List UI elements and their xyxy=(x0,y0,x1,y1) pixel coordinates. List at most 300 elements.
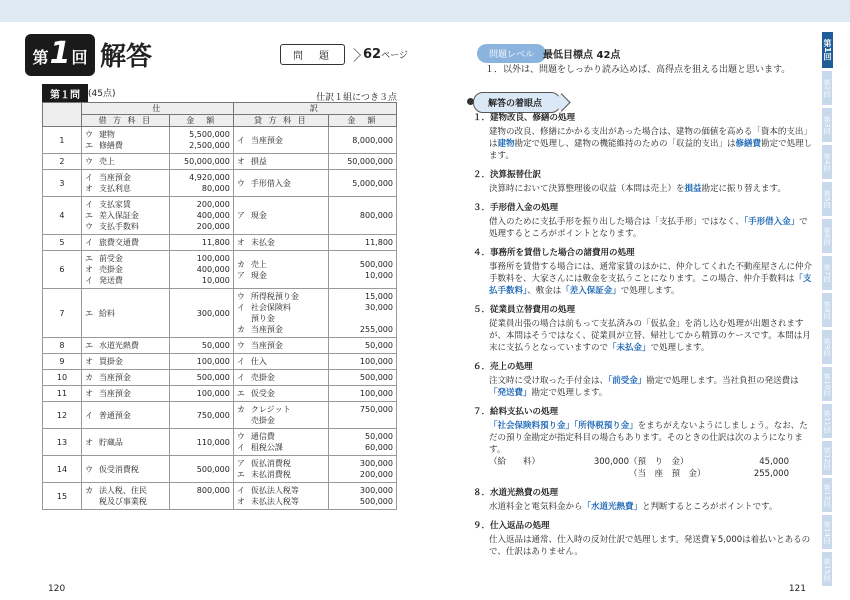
question-label: 第１問 xyxy=(42,84,88,103)
debit-line xyxy=(85,253,166,264)
debit-amounts xyxy=(169,251,233,289)
amount: 50,000 xyxy=(201,341,230,350)
session-badge xyxy=(25,34,95,76)
debit-accounts xyxy=(81,170,169,197)
row-number: 7 xyxy=(43,289,82,338)
point-body xyxy=(473,501,813,513)
debit-accounts xyxy=(81,127,169,154)
table-row xyxy=(43,483,397,510)
reference-label: 問 題 xyxy=(280,44,345,65)
credit-accounts xyxy=(233,197,328,235)
choice-letter: カ xyxy=(236,259,245,269)
account-name: 当座預金 xyxy=(250,325,283,334)
account-name: 売上 xyxy=(98,157,115,166)
amount: 50,000 xyxy=(365,341,393,350)
debit-amounts xyxy=(169,235,233,251)
credit-line xyxy=(237,302,325,313)
table-row xyxy=(43,402,397,429)
amount: 110,000 xyxy=(196,437,230,447)
tab-session-15[interactable]: 第15回 xyxy=(822,552,832,586)
choice-letter: カ xyxy=(84,486,93,495)
tab-session-9[interactable]: 第9回 xyxy=(822,330,832,364)
amount: 300,000 xyxy=(359,486,393,495)
amount: 50,000 xyxy=(365,432,393,441)
th-debit-amount: 金 額 xyxy=(169,115,233,127)
credit-line xyxy=(237,469,325,480)
je-dramt: 300,000 xyxy=(593,457,629,467)
point-body xyxy=(473,420,813,456)
amount: 50,000,000 xyxy=(347,157,393,166)
tab-session-7[interactable]: 第7回 xyxy=(822,256,832,290)
credit-line xyxy=(237,324,325,335)
choice-letter: ウ xyxy=(236,432,245,441)
choice-letter xyxy=(237,313,251,324)
table-row xyxy=(43,354,397,370)
amount: 2,500,000 xyxy=(189,141,230,150)
body-text: 勘定に振り替えます。 xyxy=(701,184,786,194)
credit-line xyxy=(237,485,325,496)
debit-amounts xyxy=(169,154,233,170)
row-number: 2 xyxy=(43,154,82,170)
credit-accounts xyxy=(233,386,328,402)
highlight-term: 建物 xyxy=(497,139,515,149)
choice-letter: ア xyxy=(236,270,245,280)
point-body xyxy=(473,318,813,354)
choice-letter: ウ xyxy=(84,464,93,474)
top-bar xyxy=(0,0,850,22)
debit-line xyxy=(85,356,166,367)
choice-letter: イ xyxy=(236,357,245,366)
amount: 750,000 xyxy=(359,405,393,414)
credit-line xyxy=(237,135,325,146)
highlight-term: 「発送費」 xyxy=(489,388,532,398)
je-cr: （預 り 金） xyxy=(629,457,689,467)
point-body xyxy=(473,183,813,195)
point-heading: ３．手形借入金の処理 xyxy=(473,203,559,213)
credit-amounts xyxy=(328,338,396,354)
point-item xyxy=(473,406,813,480)
credit-amounts xyxy=(328,354,396,370)
account-name: 仕入 xyxy=(250,357,267,366)
account-name: 旅費交通費 xyxy=(98,238,139,247)
credit-accounts xyxy=(233,170,328,197)
account-name: 法人税、住民 xyxy=(98,486,147,495)
choice-letter: オ xyxy=(84,389,93,398)
choice-letter: オ xyxy=(84,184,93,193)
account-name: 当座預金 xyxy=(98,173,131,182)
choice-letter: ア xyxy=(236,459,245,468)
credit-line xyxy=(237,388,325,399)
point-heading: ２．決算振替仕訳 xyxy=(473,170,542,180)
choice-letter: イ xyxy=(236,303,245,312)
page-number-left: 120 xyxy=(48,584,66,594)
credit-amounts xyxy=(328,235,396,251)
row-number: 13 xyxy=(43,429,82,456)
amount: 5,500,000 xyxy=(189,130,230,139)
debit-accounts xyxy=(81,197,169,235)
tab-session-4[interactable]: 第4回 xyxy=(822,145,832,179)
body-text: 建物の改良、修繕にかかる支出があった場合は、建物の価値を高める「資本的支出」は xyxy=(489,127,812,149)
row-number: 14 xyxy=(43,456,82,483)
row-number: 12 xyxy=(43,402,82,429)
row-number: 5 xyxy=(43,235,82,251)
body-text: 、敷金は xyxy=(527,286,562,296)
body-text: 勘定で処理します。 xyxy=(489,139,813,161)
choice-letter: カ xyxy=(236,325,245,334)
point-heading: ５．従業員立替費用の処理 xyxy=(473,305,576,315)
debit-amounts xyxy=(169,456,233,483)
debit-line xyxy=(85,129,166,140)
debit-amounts xyxy=(169,370,233,386)
arrow-icon xyxy=(347,48,361,62)
je-cr: （当 座 預 金） xyxy=(629,469,706,479)
amount: 100,000 xyxy=(359,357,393,366)
choice-letter: イ xyxy=(236,135,245,145)
account-name: 支払手数料 xyxy=(98,222,139,231)
scoring-note: 仕訳１組につき３点 xyxy=(316,93,397,103)
row-number: 3 xyxy=(43,170,82,197)
choice-letter: オ xyxy=(84,265,93,274)
credit-accounts xyxy=(233,483,328,510)
tab-session-2[interactable]: 第2回 xyxy=(822,71,832,105)
account-name: 手形借入金 xyxy=(250,178,291,188)
page-title: 解答 xyxy=(100,42,153,72)
tab-session-14[interactable]: 第14回 xyxy=(822,515,832,549)
point-body xyxy=(473,261,813,297)
choice-letter: エ xyxy=(84,211,93,220)
table-row xyxy=(43,235,397,251)
account-name: 租税公課 xyxy=(250,443,283,452)
amount: 500,000 xyxy=(196,373,230,382)
highlight-term: 「前受金」 xyxy=(608,376,647,386)
tab-session-3[interactable]: 第3回 xyxy=(822,108,832,142)
account-name: 通信費 xyxy=(250,432,275,441)
reference-page: 62 xyxy=(363,47,382,62)
credit-line xyxy=(237,431,325,442)
highlight-term: 「手形借入金」 xyxy=(743,217,800,227)
body-text: 従業員出張の場合は前もって支払済みの「仮払金」を消し込む処理が出題されますが、本問はそうではなく、従業員が立替、帰社してから精算のケースです。本問は月末に支払うとなっていますので xyxy=(489,319,811,353)
debit-line xyxy=(85,388,166,399)
highlight-term: 「差入保証金」 xyxy=(561,286,621,296)
account-name: 売掛金 xyxy=(250,373,275,382)
debit-accounts xyxy=(81,338,169,354)
debit-accounts xyxy=(81,251,169,289)
debit-line xyxy=(85,308,166,319)
debit-line xyxy=(85,172,166,183)
choice-letter: ウ xyxy=(84,157,93,166)
table-row xyxy=(43,170,397,197)
debit-amounts xyxy=(169,354,233,370)
choice-letter: イ xyxy=(84,238,93,247)
account-name: 仮払法人税等 xyxy=(250,486,299,495)
credit-accounts xyxy=(233,235,328,251)
credit-accounts xyxy=(233,370,328,386)
credit-line xyxy=(237,259,325,270)
account-name: 売掛金 xyxy=(98,265,123,274)
account-name: 当座預金 xyxy=(250,135,283,145)
amount: 15,000 xyxy=(365,292,393,301)
account-name: 支払利息 xyxy=(98,184,131,193)
amount: 60,000 xyxy=(365,443,393,452)
debit-amounts xyxy=(169,170,233,197)
debit-accounts xyxy=(81,154,169,170)
tab-session-12[interactable]: 第12回 xyxy=(822,441,832,475)
choice-letter: イ xyxy=(84,410,93,420)
debit-line xyxy=(85,340,166,351)
debit-amounts xyxy=(169,197,233,235)
amount: 300,000 xyxy=(196,308,230,318)
account-name: 未払金 xyxy=(250,238,275,247)
choice-letter: イ xyxy=(236,443,245,452)
account-name: 仮払消費税 xyxy=(250,459,291,468)
account-name: 現金 xyxy=(250,270,267,280)
amount: 255,000 xyxy=(359,325,393,334)
account-name: 給料 xyxy=(98,308,115,318)
question-points: (45点) xyxy=(88,89,116,99)
account-name: 発送費 xyxy=(98,276,123,285)
debit-line xyxy=(85,275,166,286)
point-item xyxy=(473,520,813,558)
credit-line xyxy=(237,237,325,248)
choice-letter: ウ xyxy=(236,178,245,188)
debit-amounts xyxy=(169,289,233,338)
amount: 11,800 xyxy=(201,238,230,247)
credit-accounts xyxy=(233,354,328,370)
badge-pre: 第 xyxy=(32,48,49,67)
debit-amounts xyxy=(169,338,233,354)
amount: 30,000 xyxy=(365,303,393,312)
badge-number: 1 xyxy=(49,36,71,71)
credit-amounts xyxy=(328,289,396,338)
level-body: １．以外は、問題をしっかり読み込めば、高得点を狙える出題と思います。 xyxy=(485,65,791,75)
body-text: で処理します。 xyxy=(650,343,710,353)
credit-line xyxy=(237,313,325,324)
je-dr xyxy=(489,468,579,480)
session-tabs xyxy=(822,32,850,589)
credit-line xyxy=(237,178,325,189)
debit-accounts xyxy=(81,429,169,456)
point-item xyxy=(473,202,813,240)
account-name: 未払法人税等 xyxy=(250,497,299,506)
body-text: 借入のために支払手形を振り出した場合は「支払手形」ではなく、 xyxy=(489,217,744,227)
tab-session-10[interactable]: 第10回 xyxy=(822,367,832,401)
row-number: 10 xyxy=(43,370,82,386)
row-number: 8 xyxy=(43,338,82,354)
journal-entry-line xyxy=(473,468,813,480)
account-name: 貯蔵品 xyxy=(98,437,123,447)
credit-accounts xyxy=(233,429,328,456)
level-pill: 問題レベル xyxy=(477,44,546,63)
choice-letter: ウ xyxy=(84,130,93,139)
body-text: で処理します。 xyxy=(620,286,680,296)
credit-line xyxy=(237,415,325,426)
choice-letter: オ xyxy=(84,437,93,447)
problem-reference xyxy=(280,44,408,65)
credit-amounts xyxy=(328,251,396,289)
level-target: 最低目標点 42点 xyxy=(543,50,621,61)
body-text: をまちがえないようにしましょう。なお、ただの預り金勘定が指定科目の場合もあります。そのときの仕訳は次のようになります。 xyxy=(489,421,808,455)
debit-amounts xyxy=(169,483,233,510)
body-text: 決算時において決算整理後の収益（本問は売上）を xyxy=(489,184,685,194)
row-number: 9 xyxy=(43,354,82,370)
amount: 750,000 xyxy=(196,410,230,420)
th-blank xyxy=(43,103,82,127)
credit-amounts xyxy=(328,370,396,386)
choice-letter: エ xyxy=(84,308,93,318)
table-row xyxy=(43,251,397,289)
choice-letter: ウ xyxy=(84,222,93,231)
account-name: 差入保証金 xyxy=(98,211,139,220)
tab-session-8[interactable]: 第8回 xyxy=(822,293,832,327)
tab-session-5[interactable]: 第5回 xyxy=(822,182,832,216)
tab-session-11[interactable]: 第11回 xyxy=(822,404,832,438)
credit-line xyxy=(237,270,325,281)
account-name: 当座預金 xyxy=(98,389,131,398)
body-text: 注文時に受け取った手付金は、 xyxy=(489,376,609,386)
point-heading: ６．売上の処理 xyxy=(473,362,533,372)
choice-letter: エ xyxy=(236,470,245,479)
th-debit-account: 借 方 科 目 xyxy=(81,115,169,127)
debit-line xyxy=(85,221,166,232)
account-name: 未払消費税 xyxy=(250,470,291,479)
highlight-term: 「水道光熱費」 xyxy=(582,502,643,512)
point-body xyxy=(473,126,813,162)
amount: 8,000,000 xyxy=(352,135,393,145)
account-name: 預り金 xyxy=(250,314,275,323)
point-heading: ７．給料支払いの処理 xyxy=(473,407,559,417)
choice-letter: ア xyxy=(236,211,245,220)
amount: 200,000 xyxy=(196,200,230,209)
debit-line xyxy=(85,496,166,507)
debit-line xyxy=(85,410,166,421)
point-body xyxy=(473,216,813,240)
page-number-right: 121 xyxy=(788,584,806,594)
credit-accounts xyxy=(233,338,328,354)
credit-line xyxy=(237,404,325,415)
debit-amounts xyxy=(169,402,233,429)
account-name: 買掛金 xyxy=(98,357,123,366)
debit-accounts xyxy=(81,402,169,429)
body-text: 事務所を賃借する場合には、通常家賃のほかに、仲介してくれた不動産屋さんに仲介手数料を、大家さんには敷金を支払うことになります。この場合、仲介手数料は xyxy=(489,262,813,284)
account-name: 売掛金 xyxy=(250,416,275,425)
highlight-term: 「支払手数料」 xyxy=(489,274,812,296)
account-name: クレジット xyxy=(250,405,291,414)
credit-amounts xyxy=(328,154,396,170)
account-name: 普通預金 xyxy=(98,410,131,420)
debit-line xyxy=(85,372,166,383)
credit-line xyxy=(237,210,325,221)
row-number: 11 xyxy=(43,386,82,402)
amount xyxy=(173,496,230,507)
choice-letter: イ xyxy=(84,276,93,285)
credit-line xyxy=(237,496,325,507)
account-name: 税及び事業税 xyxy=(98,497,147,506)
credit-line xyxy=(237,356,325,367)
amount: 500,000 xyxy=(359,259,393,269)
point-heading: ４．事務所を賃借した場合の諸費用の処理 xyxy=(473,248,635,258)
choice-letter xyxy=(237,415,251,426)
debit-amounts xyxy=(169,386,233,402)
th-wake: 訳 xyxy=(233,103,396,115)
account-name: 損益 xyxy=(250,157,267,166)
choice-letter: エ xyxy=(236,389,245,398)
points-pill: 解答の着眼点 xyxy=(473,92,561,113)
credit-accounts xyxy=(233,127,328,154)
body-text: で処理するところがポイントとなります。 xyxy=(489,217,808,239)
body-text: と判断するところがポイントです。 xyxy=(642,502,778,512)
table-row xyxy=(43,197,397,235)
debit-accounts xyxy=(81,456,169,483)
account-name: 売上 xyxy=(250,259,267,269)
account-name: 建物 xyxy=(98,130,115,139)
debit-accounts xyxy=(81,289,169,338)
amount: 400,000 xyxy=(196,265,230,274)
choice-letter: オ xyxy=(84,357,93,366)
tab-session-6[interactable]: 第6回 xyxy=(822,219,832,253)
th-credit-amount: 金 額 xyxy=(328,115,396,127)
point-item xyxy=(473,361,813,399)
credit-line xyxy=(237,458,325,469)
amount: 50,000,000 xyxy=(184,157,230,166)
badge-post: 回 xyxy=(71,48,88,67)
debit-line xyxy=(85,264,166,275)
amount: 800,000 xyxy=(196,486,230,495)
amount: 100,000 xyxy=(196,357,230,366)
th-shi: 仕 xyxy=(81,103,233,115)
body-text: 水道料金と電気料金から xyxy=(489,502,583,512)
debit-line xyxy=(85,485,166,496)
credit-amounts xyxy=(328,197,396,235)
amount: 5,000,000 xyxy=(352,178,393,188)
tab-session-13[interactable]: 第13回 xyxy=(822,478,832,512)
row-number: 1 xyxy=(43,127,82,154)
choice-letter: カ xyxy=(236,405,245,414)
debit-line xyxy=(85,183,166,194)
account-name: 支払家賃 xyxy=(98,200,131,209)
table-row xyxy=(43,289,397,338)
point-item xyxy=(473,304,813,354)
debit-accounts xyxy=(81,235,169,251)
tab-session-1[interactable]: 第1回 xyxy=(822,32,833,68)
je-dramt xyxy=(579,468,629,480)
choice-letter: イ xyxy=(236,373,245,382)
choice-letter: オ xyxy=(236,238,245,247)
journal-table xyxy=(42,102,397,510)
debit-line xyxy=(85,237,166,248)
amount: 200,000 xyxy=(359,470,393,479)
credit-accounts xyxy=(233,456,328,483)
choice-letter: オ xyxy=(236,497,245,506)
credit-accounts xyxy=(233,154,328,170)
credit-line xyxy=(237,442,325,453)
amount: 500,000 xyxy=(359,373,393,382)
table-row xyxy=(43,429,397,456)
point-item xyxy=(473,247,813,297)
reference-suffix: ページ xyxy=(381,51,408,61)
table-row xyxy=(43,154,397,170)
debit-amounts xyxy=(169,127,233,154)
debit-line xyxy=(85,156,166,167)
credit-amounts xyxy=(328,456,396,483)
body-text: 仕入返品は通常、仕入時の反対仕訳で処理します。発送費￥5,000は着払いとあるので、仕訳はありません。 xyxy=(489,535,811,557)
table-row xyxy=(43,338,397,354)
amount: 11,800 xyxy=(365,238,393,247)
credit-line xyxy=(237,372,325,383)
debit-accounts xyxy=(81,354,169,370)
choice-letter: ウ xyxy=(236,341,245,350)
points-list xyxy=(473,112,813,565)
debit-accounts xyxy=(81,483,169,510)
